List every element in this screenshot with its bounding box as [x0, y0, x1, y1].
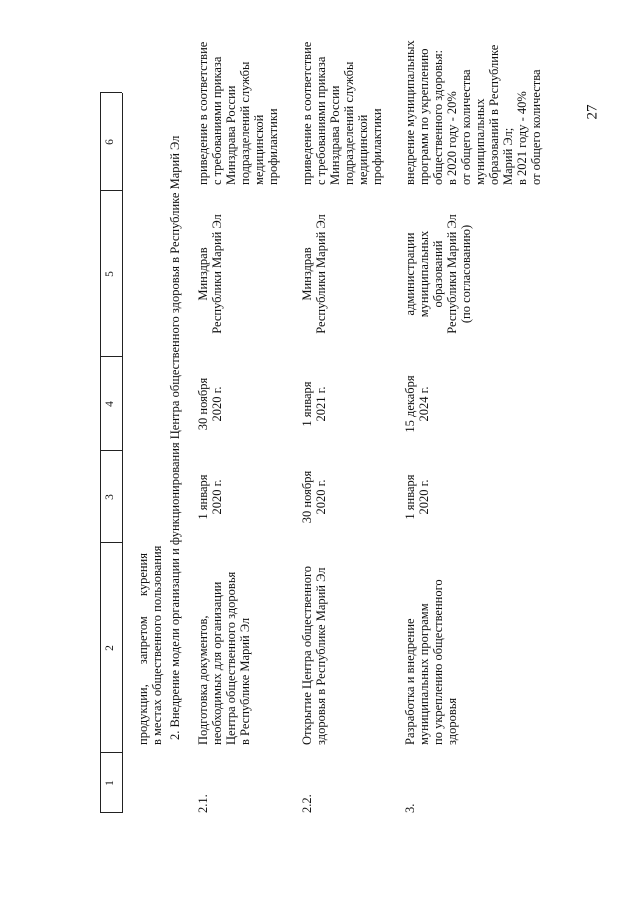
- header-col-1: 1: [104, 780, 116, 786]
- text-line: образований: [431, 240, 445, 308]
- text-line: 2020 г.: [210, 386, 224, 422]
- text-line: приведение в соответствие: [196, 41, 210, 185]
- header-divider: [100, 450, 122, 451]
- header-col-2: 2: [104, 645, 116, 651]
- text-line: 1 января: [300, 381, 314, 427]
- text-line: 1 января: [196, 474, 210, 520]
- text-line: Минздрава России: [328, 85, 342, 185]
- text-line: 15 декабря: [403, 375, 417, 433]
- header-col-6: 6: [104, 139, 116, 145]
- text-line: 30 ноября: [196, 377, 210, 431]
- text-line: программ по укреплению: [417, 48, 431, 185]
- text-line: подразделений службы: [342, 61, 356, 185]
- text-line: Республики Марий Эл: [210, 214, 224, 334]
- row-number: 2.1.: [196, 794, 210, 813]
- text-line: муниципальных программ: [417, 603, 431, 745]
- row-number: 3.: [403, 803, 417, 813]
- row-start-date: [403, 451, 431, 543]
- table-header: [100, 93, 122, 813]
- text-line: от общего количества: [459, 69, 473, 185]
- text-line: 30 ноября: [300, 470, 314, 524]
- text-line: в местах общественного пользования: [150, 545, 164, 745]
- header-bottom-border: [122, 93, 123, 813]
- text-line: здоровья: [445, 697, 459, 745]
- text-line: образований в Республике: [487, 44, 501, 185]
- text-line: в Республике Марий Эл: [238, 617, 252, 745]
- text-line: профилактики: [370, 108, 384, 185]
- row-responsible: [403, 191, 473, 357]
- text-line: Минздрав: [196, 247, 210, 301]
- row-task: [300, 551, 328, 745]
- text-line: продукции, запретом курения: [136, 553, 150, 745]
- row-result: [196, 41, 280, 185]
- header-col-3: 3: [104, 494, 116, 500]
- text-line: 2024 г.: [417, 386, 431, 422]
- header-col-4: 4: [104, 401, 116, 407]
- text-line: администрации: [403, 232, 417, 316]
- text-line: медицинской: [356, 114, 370, 185]
- row-end-date: [403, 357, 431, 451]
- row-start-date: [196, 451, 224, 543]
- row-responsible: [300, 191, 328, 357]
- text-line: Минздрав: [300, 247, 314, 301]
- header-col-5: 5: [104, 271, 116, 277]
- text-line: Открытие Центра общественного: [300, 565, 314, 745]
- text-line: Центра общественного здоровья: [224, 571, 238, 745]
- text-line: муниципальных: [417, 230, 431, 318]
- text-line: общественного здоровья:: [431, 50, 445, 185]
- text-line: медицинской: [252, 114, 266, 185]
- text-line: подразделений службы: [238, 61, 252, 185]
- text-line: Марий Эл;: [501, 127, 515, 185]
- text-line: 2020 г.: [210, 479, 224, 515]
- text-line: 1 января: [403, 474, 417, 520]
- row-task: [196, 551, 252, 745]
- text-line: с требованиями приказа: [314, 56, 328, 185]
- row-result: [300, 41, 384, 185]
- text-line: с требованиями приказа: [210, 56, 224, 185]
- text-line: в 2021 году - 40%: [515, 91, 529, 185]
- row-number: 2.2.: [300, 794, 314, 813]
- header-top-border: [100, 93, 101, 813]
- page-number: 27: [584, 104, 601, 120]
- text-line: здоровья в Республике Марий Эл: [314, 567, 328, 745]
- row-task: [403, 551, 459, 745]
- text-line: (по согласованию): [459, 224, 473, 324]
- text-line: профилактики: [266, 108, 280, 185]
- header-divider: [100, 752, 122, 753]
- text-line: Республики Марий Эл: [445, 214, 459, 334]
- row-start-date: [300, 451, 328, 543]
- header-divider: [100, 92, 122, 93]
- text-line: Республики Марий Эл: [314, 214, 328, 334]
- text-line: Минздрава России: [224, 85, 238, 185]
- text-line: муниципальных: [473, 98, 487, 185]
- continuation-text: [136, 545, 164, 745]
- header-divider: [100, 812, 122, 813]
- text-line: по укреплению общественного: [431, 579, 445, 745]
- row-responsible: [196, 191, 224, 357]
- text-line: 2020 г.: [314, 479, 328, 515]
- text-line: необходимых для организации: [210, 581, 224, 745]
- row-end-date: [300, 357, 328, 451]
- text-line: приведение в соответствие: [300, 41, 314, 185]
- text-line: Разработка и внедрение: [403, 618, 417, 745]
- text-line: 2021 г.: [314, 386, 328, 422]
- header-divider: [100, 190, 122, 191]
- text-line: 2020 г.: [417, 479, 431, 515]
- text-line: от общего количества: [529, 69, 543, 185]
- rotated-table: [100, 40, 580, 813]
- text-line: Подготовка документов,: [196, 615, 210, 745]
- header-divider: [100, 542, 122, 543]
- section-title: 2. Внедрение модели организации и функционирования Центра общественного здоровья в Республике Марий Эл: [168, 135, 182, 740]
- text-line: в 2020 году - 20%: [445, 91, 459, 185]
- text-line: внедрение муниципальных: [403, 40, 417, 185]
- header-divider: [100, 356, 122, 357]
- row-end-date: [196, 357, 224, 451]
- row-result: [403, 40, 543, 185]
